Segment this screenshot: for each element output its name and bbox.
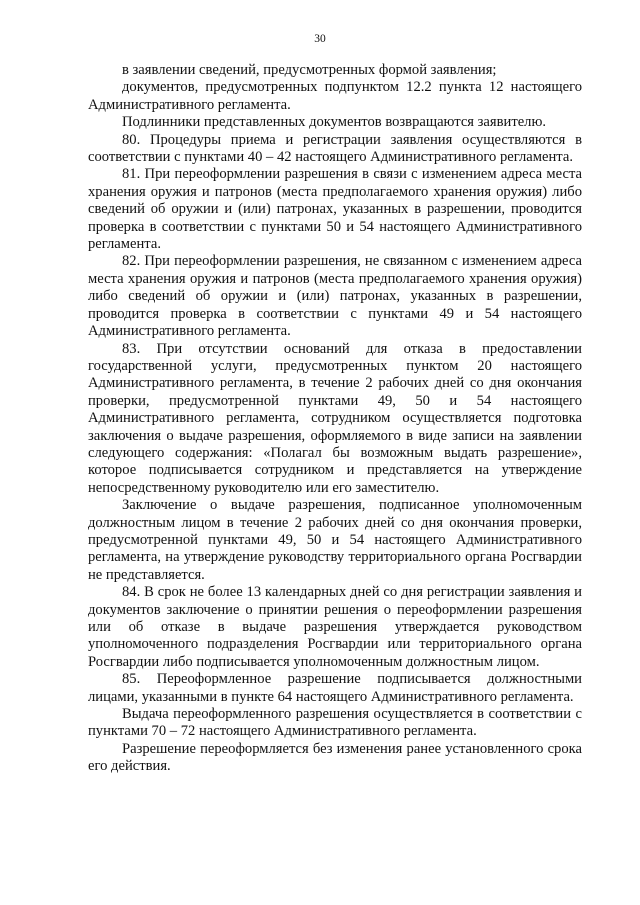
paragraph-originals-returned: Подлинники представленных документов возвращаются заявителю. — [122, 114, 547, 131]
paragraph-documents-subclause: документов, предусмотренных подпунктом 12.2 пункта 12 настоящего Административного регламента. — [88, 79, 582, 113]
paragraph-clause-80: 80. Процедуры приема и регистрации заявления осуществляются в соответствии с пунктами 40 – 42 настоящего Административного регламента. — [88, 131, 582, 166]
paragraph-clause-81: 81. При переоформлении разрешения в связи с изменением адреса места хранения оружия и патронов (места предполагаемого хранения оружия) либо сведений об оружии и (или) патронах, указанных в разрешении, проводится проверка в соответствии с пунктами 50 и 54 настоящего Административного регламента. — [88, 166, 582, 253]
page-number: 30 — [314, 33, 326, 45]
paragraph-clause-85: 85. Переоформленное разрешение подписывается должностными лицами, указанными в пункте 64 настоящего Административного регламента. — [88, 671, 582, 705]
paragraph-clause-83: 83. При отсутствии оснований для отказа в предоставлении государственной услуги, предусмотренных пунктом 20 настоящего Административного регламента, в течение 2 рабочих дней со дня окончания проверки, предусмотренной пунктами 49, 50 и 54 настоящего Административного регламента, сотрудником осуществляется подготовка заключения о выдаче разрешения, оформляемого в виде записи на заявлении следующего содержания: «Полагал бы возможным выдать разрешение», которое подписывается сотрудником и представляется на утверждение непосредственному руководителю или его заместителю. — [88, 340, 582, 496]
paragraph-conclusion: Заключение о выдаче разрешения, подписанное уполномоченным должностным лицом в течение 2 рабочих дней со дня окончания проверки, предусмотренной пунктами 49, 50 и 54 настоящего Административного регламента, на утверждение руководству территориального органа Росгвардии не представляется. — [88, 497, 582, 583]
paragraph-issuance: Выдача переоформленного разрешения осуществляется в соответствии с пунктами 70 – 72 настоящего Административного регламента. — [88, 706, 582, 740]
paragraph-validity-term: Разрешение переоформляется без изменения ранее установленного срока его действия. — [88, 740, 582, 775]
document-body — [88, 62, 582, 776]
paragraph-clause-84: 84. В срок не более 13 календарных дней со дня регистрации заявления и документов заключение о принятии решения о переоформлении разрешения или об отказе в выдаче разрешения утверждается руководством уполномоченного подразделения Росгвардии или территориального органа Росгвардии либо подписывается уполномоченным должностным лицом. — [88, 584, 582, 670]
paragraph-clause-82: 82. При переоформлении разрешения, не связанном с изменением адреса места хранения оружия и патронов (места предполагаемого хранения оружия) либо сведений об оружии и (или) патронах, указанных в разрешении, проводится проверка в соответствии с пунктами 49 и 54 настоящего Административного регламента. — [88, 253, 582, 340]
paragraph-info-in-application: в заявлении сведений, предусмотренных формой заявления; — [122, 62, 497, 78]
